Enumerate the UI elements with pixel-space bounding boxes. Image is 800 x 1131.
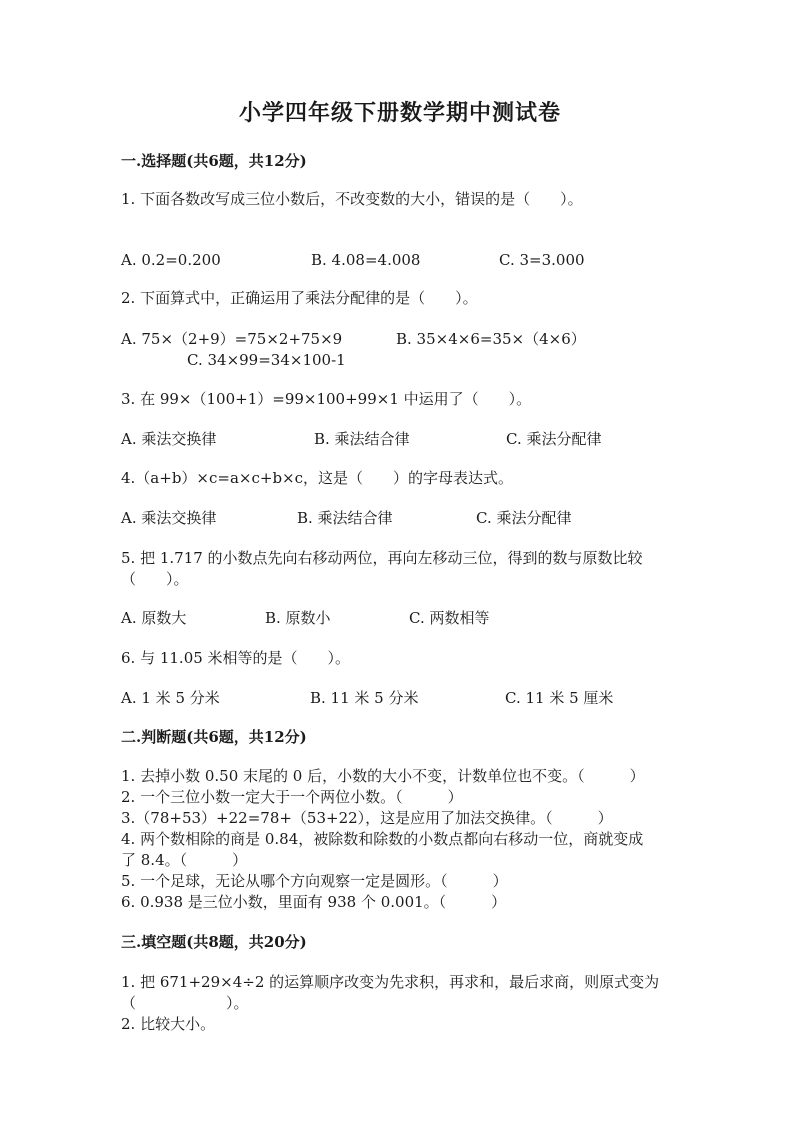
fill-item-1-line-1: 1. 把 671+29×4÷2 的运算顺序改变为先求积，再求和，最后求商，则原式变为 — [121, 973, 660, 991]
question-6-stem: 6. 与 11.05 米相等的是（ ）。 — [121, 649, 351, 667]
judge-item-6: 6. 0.938 是三位小数，里面有 938 个 0.001。（ ） — [121, 893, 507, 911]
fill-item-2: 2. 比较大小。 — [121, 1015, 216, 1033]
question-4-stem: 4.（a+b）×c=a×c+b×c，这是（ ）的字母表达式。 — [121, 469, 514, 487]
judge-item-2: 2. 一个三位小数一定大于一个两位小数。（ ） — [121, 788, 463, 806]
question-1-option-b: B. 4.08=4.008 — [311, 251, 421, 269]
question-6-option-b: B. 11 米 5 分米 — [310, 689, 419, 707]
question-2-option-a: A. 75×（2+9）=75×2+75×9 — [121, 330, 343, 348]
question-6-option-a: A. 1 米 5 分米 — [121, 689, 220, 707]
fill-item-1-line-2: （ ）。 — [121, 994, 249, 1012]
question-6-option-c: C. 11 米 5 厘米 — [505, 689, 614, 707]
question-3-option-c: C. 乘法分配律 — [506, 430, 602, 448]
section-heading-judge: 二.判断题(共6题，共12分) — [121, 728, 307, 746]
question-3-option-b: B. 乘法结合律 — [314, 430, 410, 448]
question-1-stem: 1. 下面各数改写成三位小数后，不改变数的大小，错误的是（ ）。 — [121, 190, 583, 208]
judge-item-3: 3.（78+53）+22=78+（53+22），这是应用了加法交换律。（ ） — [121, 809, 613, 827]
question-3-stem: 3. 在 99×（100+1）=99×100+99×1 中运用了（ ）。 — [121, 390, 532, 408]
question-4-option-a: A. 乘法交换律 — [121, 509, 217, 527]
judge-item-4-line-2: 了 8.4。（ ） — [121, 851, 248, 869]
judge-item-5: 5. 一个足球，无论从哪个方向观察一定是圆形。（ ） — [121, 872, 508, 890]
question-3-option-a: A. 乘法交换律 — [121, 430, 217, 448]
question-5-stem-line-2: （ ）。 — [121, 570, 189, 588]
question-1-option-a: A. 0.2=0.200 — [121, 251, 221, 269]
section-heading-fill: 三.填空题(共8题，共20分) — [121, 933, 307, 951]
question-5-option-c: C. 两数相等 — [409, 609, 490, 627]
question-1-option-c: C. 3=3.000 — [499, 251, 585, 269]
question-5-option-a: A. 原数大 — [121, 609, 187, 627]
question-5-option-b: B. 原数小 — [265, 609, 331, 627]
question-2-option-c: C. 34×99=34×100-1 — [187, 351, 346, 369]
question-2-option-b: B. 35×4×6=35×（4×6） — [396, 330, 586, 348]
judge-item-4-line-1: 4. 两个数相除的商是 0.84，被除数和除数的小数点都向右移动一位，商就变成 — [121, 830, 644, 848]
question-2-stem: 2. 下面算式中，正确运用了乘法分配律的是（ ）。 — [121, 289, 478, 307]
section-heading-choice: 一.选择题(共6题，共12分) — [121, 152, 307, 170]
question-5-stem-line-1: 5. 把 1.717 的小数点先向右移动两位，再向左移动三位，得到的数与原数比较 — [121, 549, 643, 567]
judge-item-1: 1. 去掉小数 0.50 末尾的 0 后，小数的大小不变，计数单位也不变。（ ） — [121, 767, 645, 785]
question-4-option-c: C. 乘法分配律 — [476, 509, 572, 527]
question-4-option-b: B. 乘法结合律 — [297, 509, 393, 527]
page-title: 小学四年级下册数学期中测试卷 — [238, 100, 561, 126]
